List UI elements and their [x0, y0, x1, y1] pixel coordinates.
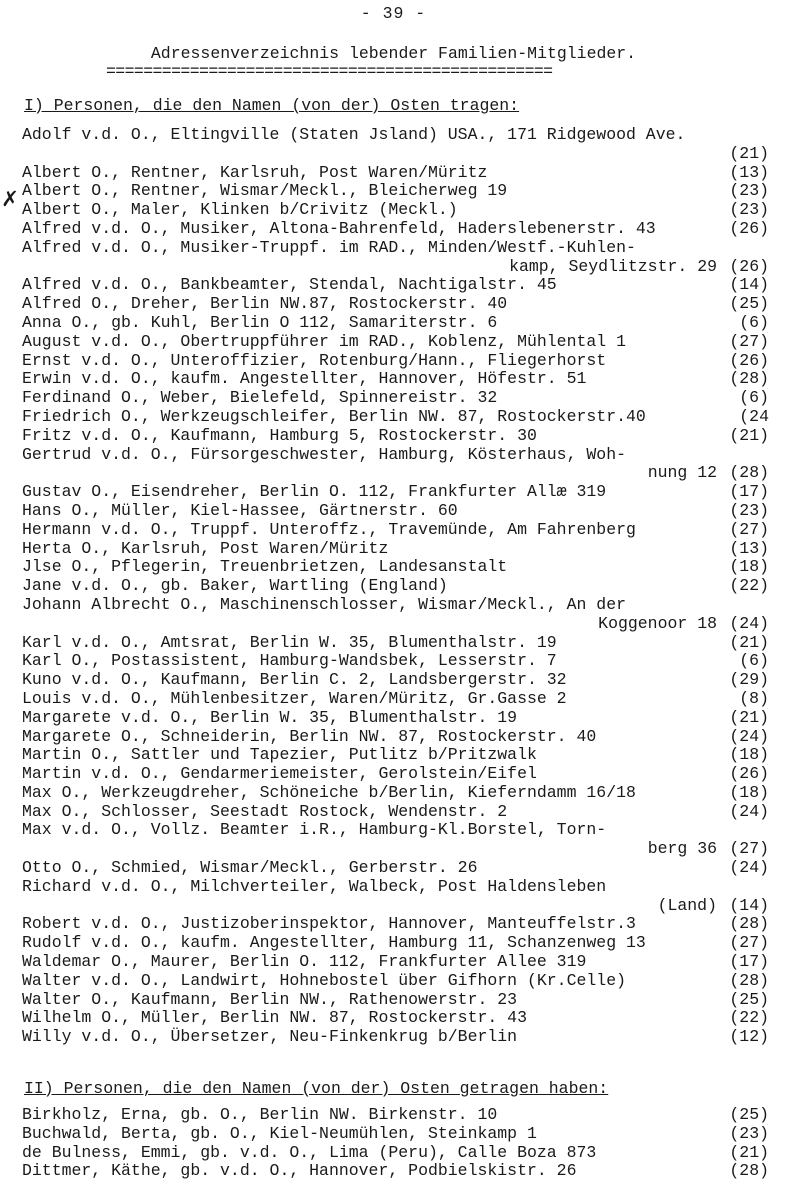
entry-text: Robert v.d. O., Justizoberinspektor, Hannover, Manteuffelstr.3: [22, 914, 636, 934]
entry-number: (21): [729, 425, 769, 445]
entry-text: Louis v.d. O., Mühlenbesitzer, Waren/Müritz, Gr.Gasse 2: [22, 688, 567, 708]
list-item: [0, 239, 787, 277]
entry-number: (23): [729, 500, 769, 520]
list-item: [0, 483, 787, 502]
entry-number: (18): [729, 557, 769, 577]
entry-continuation: (Land): [657, 895, 717, 915]
list-item: [0, 934, 787, 953]
entry-text: Willy v.d. O., Übersetzer, Neu-Finkenkrug b/Berlin: [22, 1027, 518, 1047]
entry-text: Anna O., gb. Kuhl, Berlin O 112, Samariterstr. 6: [22, 312, 498, 332]
list-item: [0, 577, 787, 596]
entry-number: (8): [739, 688, 769, 708]
entry-number: (25): [729, 1105, 769, 1124]
entry-number: (28): [729, 1161, 769, 1181]
entry-number: (21): [729, 632, 769, 652]
entry-number: (17): [729, 482, 769, 502]
entry-number: (13): [729, 162, 769, 182]
entry-continuation: Koggenoor 18: [598, 613, 717, 633]
list-item: [0, 164, 787, 183]
entry-text: Rudolf v.d. O., kaufm. Angestellter, Hamburg 11, Schanzenweg 13: [22, 933, 646, 953]
list-item: [0, 972, 787, 991]
list-item: [0, 690, 787, 709]
entry-number: (18): [729, 745, 769, 765]
entry-number: (26): [729, 764, 769, 784]
list-item: [0, 634, 787, 653]
entry-text: Albert O., Rentner, Karlsruh, Post Waren/Müritz: [22, 162, 488, 182]
list-item: [0, 1106, 787, 1125]
entry-number: (6): [739, 388, 769, 408]
entry-text: Ferdinand O., Weber, Bielefeld, Spinnereistr. 32: [22, 388, 498, 408]
entry-text: Kuno v.d. O., Kaufmann, Berlin C. 2, Landsbergerstr. 32: [22, 670, 567, 690]
entry-number: (25): [729, 294, 769, 314]
list-item: [0, 389, 787, 408]
entry-number: (29): [729, 670, 769, 690]
list-item: [0, 1009, 787, 1028]
list-item: [0, 276, 787, 295]
list-item: [0, 1144, 787, 1163]
entry-number: (28): [729, 914, 769, 934]
entry-number: (28): [729, 970, 769, 990]
list-item: [0, 746, 787, 765]
entry-number: (14): [729, 275, 769, 295]
list-item: [0, 859, 787, 878]
entry-number: (26): [729, 350, 769, 370]
entry-text: Walter O., Kaufmann, Berlin NW., Rathenowerstr. 23: [22, 989, 518, 1009]
entry-number: (6): [739, 312, 769, 332]
entry-text: Ernst v.d. O., Unteroffizier, Rotenburg/Hann., Fliegerhorst: [22, 350, 607, 370]
entry-number: (27): [729, 331, 769, 351]
list-item: [0, 182, 787, 201]
list-item: [0, 878, 787, 916]
entry-number: (27): [729, 933, 769, 953]
section-2-heading: II) Personen, die den Namen (von der) Osten getragen haben:: [24, 1079, 609, 1098]
entry-text: Margarete v.d. O., Berlin W. 35, Blumenthalstr. 19: [22, 707, 518, 727]
list-item: [0, 540, 787, 559]
entry-number: (18): [729, 782, 769, 802]
list-item: [0, 352, 787, 371]
entry-text: Fritz v.d. O., Kaufmann, Hamburg 5, Rostockerstr. 30: [22, 425, 537, 445]
list-item: [0, 652, 787, 671]
entry-text: August v.d. O., Obertruppführer im RAD., Koblenz, Mühlental 1: [22, 331, 626, 351]
list-item: [0, 915, 787, 934]
entry-number: (23): [729, 200, 769, 220]
entry-text: Karl v.d. O., Amtsrat, Berlin W. 35, Blumenthalstr. 19: [22, 632, 557, 652]
list-item: [0, 370, 787, 389]
entry-number: (28): [729, 369, 769, 389]
list-item: [0, 126, 787, 164]
entry-text: Alfred v.d. O., Bankbeamter, Stendal, Nachtigalstr. 45: [22, 275, 557, 295]
list-item: [0, 821, 787, 859]
entry-text: Alfred O., Dreher, Berlin NW.87, Rostockerstr. 40: [22, 294, 508, 314]
entry-text: Hermann v.d. O., Truppf. Unteroffz., Travemünde, Am Fahrenberg: [22, 519, 636, 539]
entry-text: Wilhelm O., Müller, Berlin NW. 87, Rostockerstr. 43: [22, 1008, 527, 1028]
entry-number: (26): [729, 256, 769, 276]
list-item: [0, 408, 787, 427]
page-number: - 39 -: [360, 4, 427, 23]
entry-text: Adolf v.d. O., Eltingville (Staten Jsland) USA., 171 Ridgewood Ave.: [22, 125, 686, 144]
list-item: [0, 314, 787, 333]
entry-text: Alfred v.d. O., Musiker-Truppf. im RAD., Minden/Westf.-Kuhlen-: [22, 237, 636, 257]
entry-number: (26): [729, 218, 769, 238]
entry-text: Herta O., Karlsruh, Post Waren/Müritz: [22, 538, 389, 558]
handwritten-x-mark: ✗: [2, 184, 18, 214]
entry-text: Karl O., Postassistent, Hamburg-Wandsbek, Lesserstr. 7: [22, 651, 557, 671]
entry-continuation: kamp, Seydlitzstr. 29: [509, 256, 717, 276]
list-item: [0, 765, 787, 784]
entry-text: Max O., Werkzeugdreher, Schöneiche b/Berlin, Kieferndamm 16/18: [22, 782, 636, 802]
entry-text: Richard v.d. O., Milchverteiler, Walbeck, Post Haldensleben: [22, 876, 607, 896]
entry-number: (27): [729, 519, 769, 539]
entry-number: (24): [729, 613, 769, 633]
list-item: [0, 1162, 787, 1181]
list-item: [0, 784, 787, 803]
entry-text: Martin v.d. O., Gendarmeriemeister, Gerolstein/Eifel: [22, 764, 537, 784]
entry-text: Max v.d. O., Vollz. Beamter i.R., Hamburg-Kl.Borstel, Torn-: [22, 820, 607, 840]
entry-number: (21): [729, 707, 769, 727]
entry-text: Gustav O., Eisendreher, Berlin O. 112, Frankfurter Allæ 319: [22, 482, 607, 502]
entry-text: Max O., Schlosser, Seestadt Rostock, Wendenstr. 2: [22, 801, 508, 821]
list-item: [0, 333, 787, 352]
entry-number: (17): [729, 952, 769, 972]
entry-text: Alfred v.d. O., Musiker, Altona-Bahrenfeld, Haderslebenerstr. 43: [22, 218, 656, 238]
list-item: [0, 220, 787, 239]
entry-number: (21): [729, 1142, 769, 1162]
list-item: [0, 446, 787, 484]
entry-text: Margarete O., Schneiderin, Berlin NW. 87, Rostockerstr. 40: [22, 726, 597, 746]
list-item: [0, 803, 787, 822]
list-item: [0, 502, 787, 521]
entry-continuation: nung 12: [647, 463, 717, 483]
list-item: [0, 1125, 787, 1144]
entry-number: (6): [739, 651, 769, 671]
section-1-heading: I) Personen, die den Namen (von der) Osten tragen:: [24, 96, 520, 115]
entry-text: Friedrich O., Werkzeugschleifer, Berlin NW. 87, Rostockerstr.40: [22, 406, 646, 426]
entry-text: Albert O., Rentner, Wismar/Meckl., Bleicherweg 19: [22, 181, 508, 201]
entry-number: (24: [739, 406, 769, 426]
page-title: Adressenverzeichnis lebender Familien-Mitglieder.: [150, 44, 637, 63]
title-underline: ================================================: [106, 64, 553, 80]
entry-number: (24): [729, 858, 769, 878]
entry-number: (12): [729, 1027, 769, 1047]
entry-text: Buchwald, Berta, gb. O., Kiel-Neumühlen, Steinkamp 1: [22, 1123, 537, 1143]
entry-text: Gertrud v.d. O., Fürsorgeschwester, Hamburg, Kösterhaus, Woh-: [22, 444, 626, 464]
entry-number: (27): [729, 839, 769, 859]
entry-text: Johann Albrecht O., Maschinenschlosser, Wismar/Meckl., An der: [22, 594, 626, 614]
entry-text: Otto O., Schmied, Wismar/Meckl., Gerberstr. 26: [22, 858, 478, 878]
list-item: [0, 558, 787, 577]
entry-number: (24): [729, 801, 769, 821]
section-1-list: [0, 126, 787, 1047]
entry-text: Albert O., Maler, Klinken b/Crivitz (Meckl.): [22, 200, 458, 220]
entry-continuation: berg 36: [647, 839, 717, 859]
entry-number: (14): [729, 895, 769, 915]
entry-text: Walter v.d. O., Landwirt, Hohnebostel über Gifhorn (Kr.Celle): [22, 970, 626, 990]
list-item: [0, 728, 787, 747]
entry-number: (24): [729, 726, 769, 746]
entry-text: Birkholz, Erna, gb. O., Berlin NW. Birkenstr. 10: [22, 1105, 498, 1124]
list-item: [0, 596, 787, 634]
entry-text: Martin O., Sattler und Tapezier, Putlitz b/Pritzwalk: [22, 745, 537, 765]
entry-number: (25): [729, 989, 769, 1009]
list-item: [0, 991, 787, 1010]
entry-number: (22): [729, 1008, 769, 1028]
list-item: [0, 953, 787, 972]
entry-number: (22): [729, 576, 769, 596]
entry-text: Hans O., Müller, Kiel-Hassee, Gärtnerstr. 60: [22, 500, 458, 520]
list-item: [0, 521, 787, 540]
entry-number: (13): [729, 538, 769, 558]
entry-number: (21): [729, 143, 769, 163]
list-item: [0, 201, 787, 220]
list-item: [0, 1028, 787, 1047]
list-item: [0, 295, 787, 314]
entry-number: (28): [729, 463, 769, 483]
list-item: [0, 427, 787, 446]
entry-number: (23): [729, 1123, 769, 1143]
entry-text: de Bulness, Emmi, gb. v.d. O., Lima (Peru), Calle Boza 873: [22, 1142, 597, 1162]
section-2-list: [0, 1106, 787, 1181]
entry-number: (23): [729, 181, 769, 201]
entry-text: Jane v.d. O., gb. Baker, Wartling (England): [22, 576, 448, 596]
entry-text: Dittmer, Käthe, gb. v.d. O., Hannover, Podbielskistr. 26: [22, 1161, 577, 1181]
entry-text: Jlse O., Pflegerin, Treuenbrietzen, Landesanstalt: [22, 557, 508, 577]
list-item: [0, 671, 787, 690]
list-item: [0, 709, 787, 728]
entry-text: Erwin v.d. O., kaufm. Angestellter, Hannover, Höfestr. 51: [22, 369, 587, 389]
entry-text: Waldemar O., Maurer, Berlin O. 112, Frankfurter Allee 319: [22, 952, 587, 972]
